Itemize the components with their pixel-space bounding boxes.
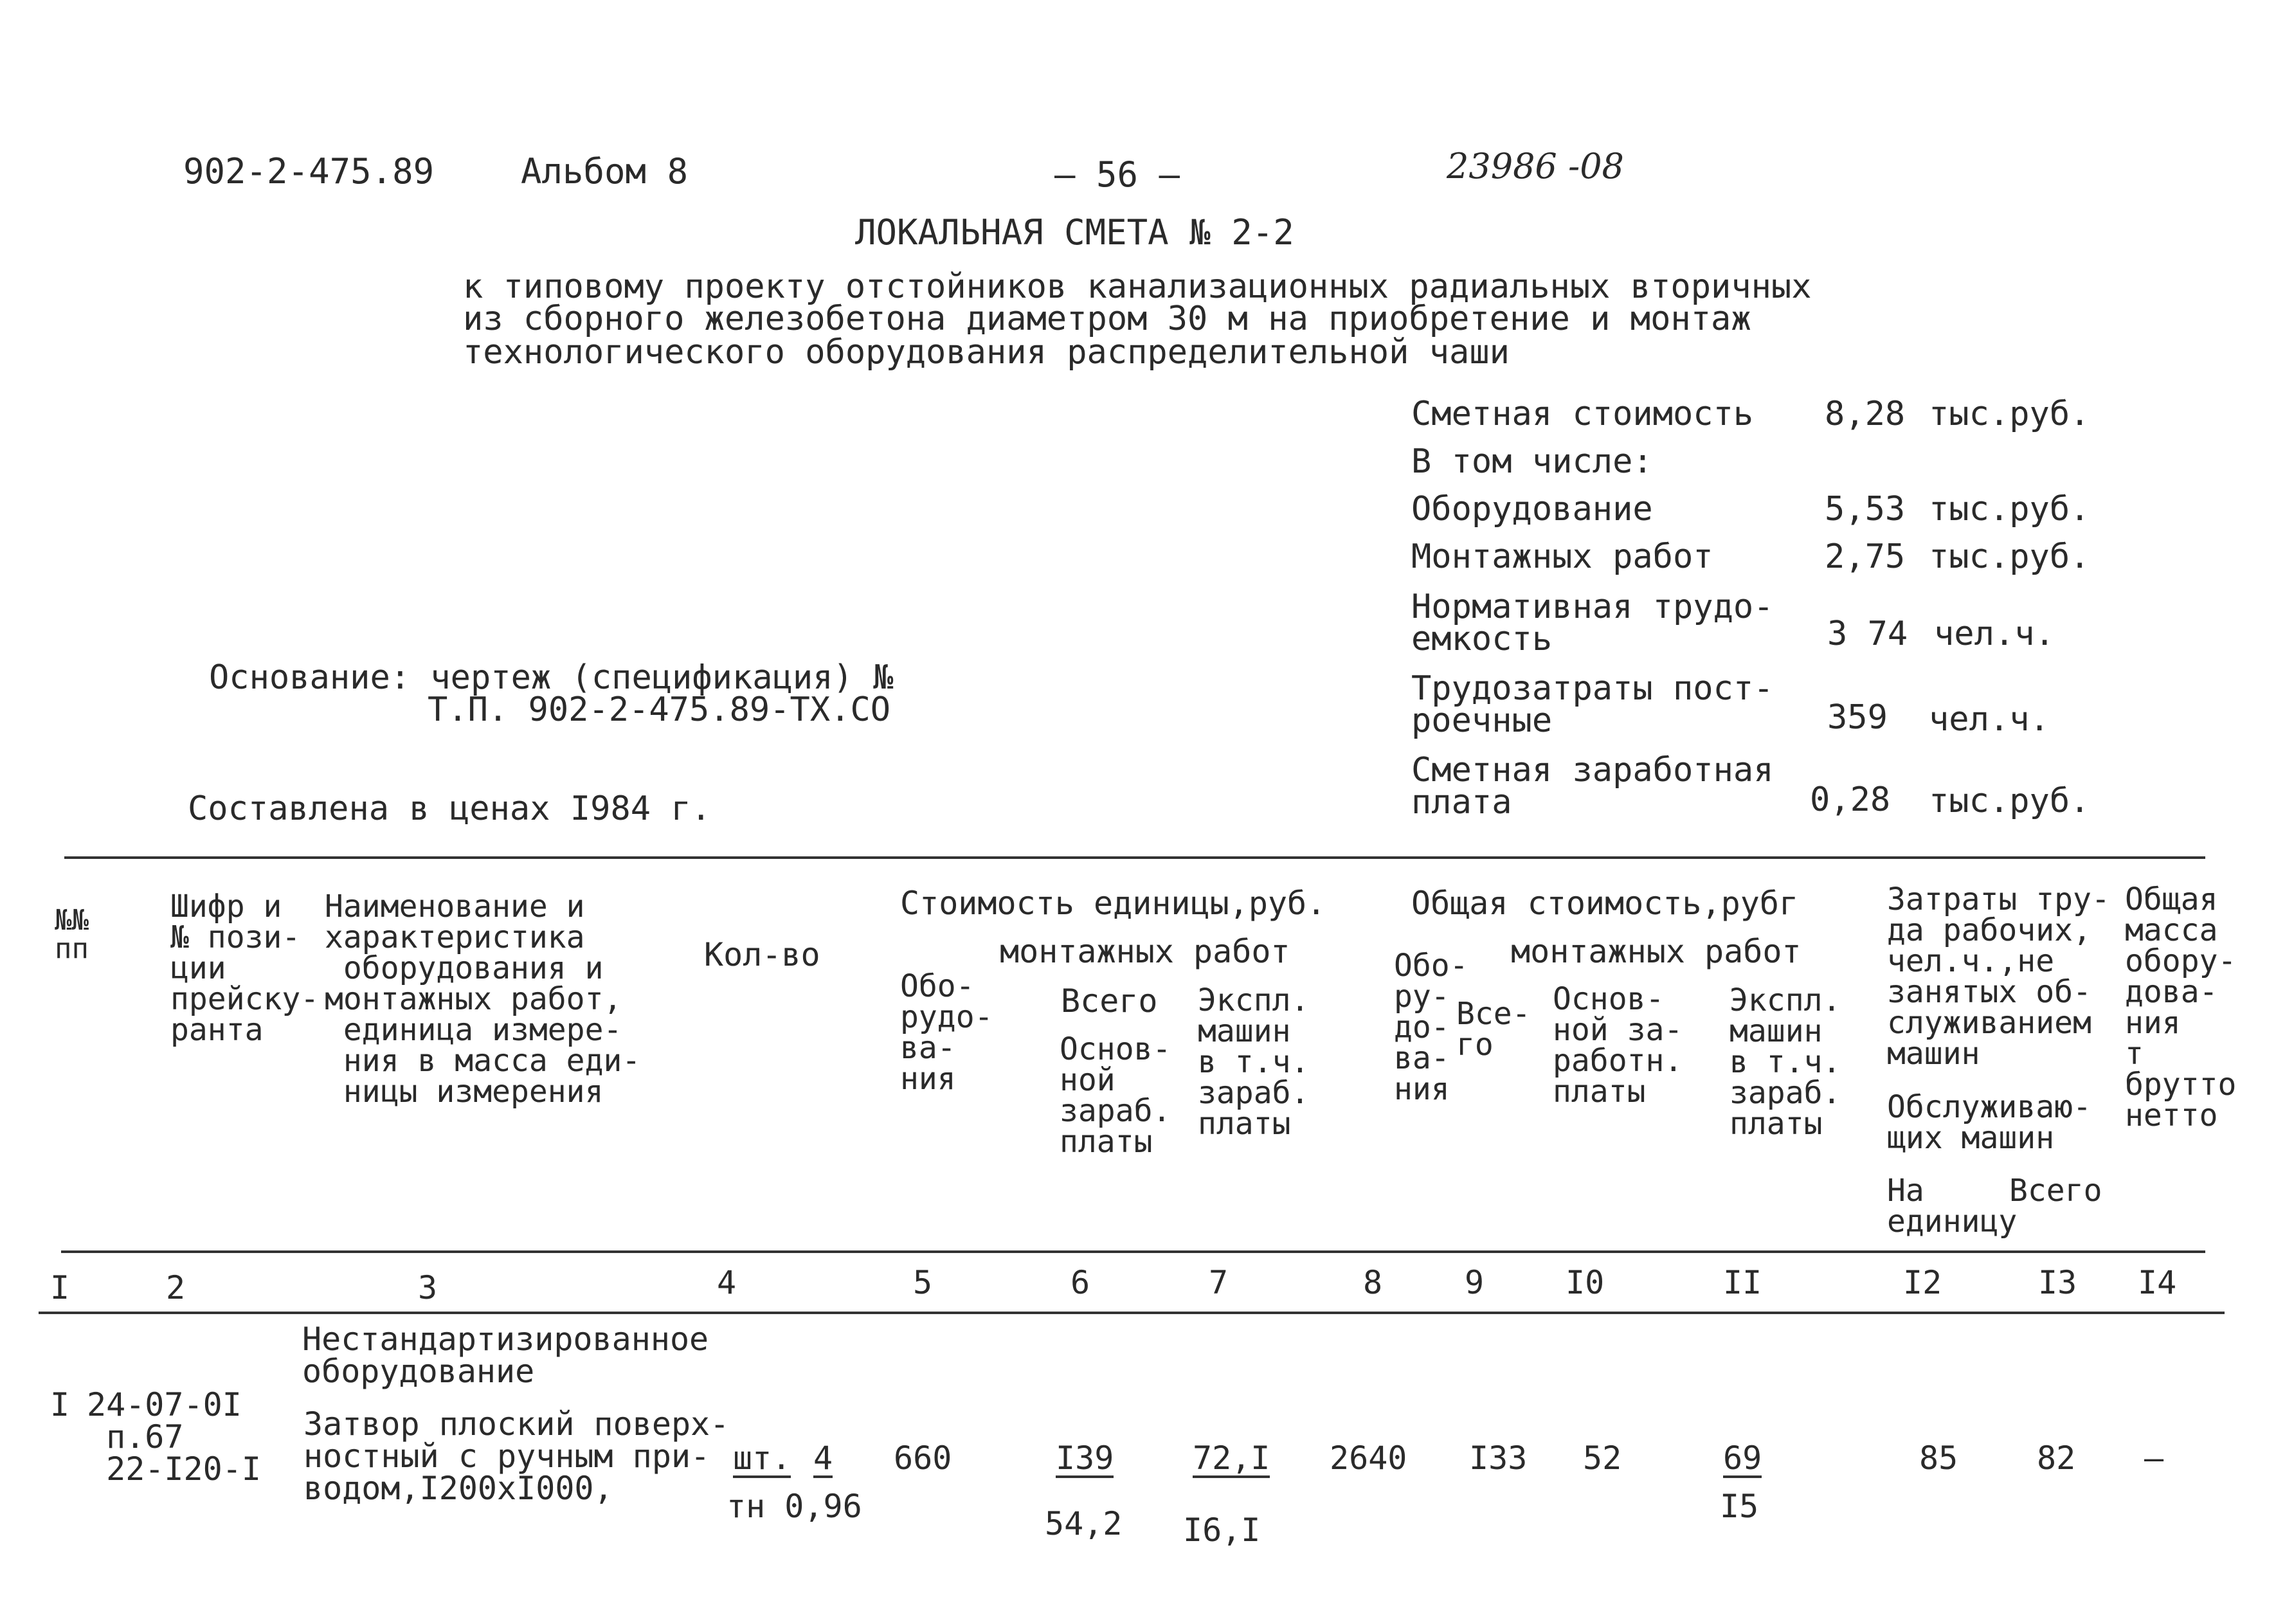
summary-wage-label-1: Сметная заработная [1411,751,1774,789]
header-bottom-rule [61,1250,2205,1253]
summary-equipment-value: 5,53 [1825,490,1906,528]
row-col-9: I33 [1469,1439,1528,1477]
row-col-10: 52 [1583,1439,1622,1477]
subtitle-line-3: технологического оборудования распределительной чаши [463,333,1510,372]
handwritten-reference: 23986 -08 [1447,146,1624,186]
colnum-8: 8 [1363,1264,1383,1301]
summary-labor-build-label-1: Трудозатраты пост- [1411,669,1774,708]
colnum-11: II [1723,1264,1762,1301]
header-col-10: Основ- ной за- работн. платы [1553,981,1683,1110]
row-col-5: 660 [894,1439,952,1477]
header-col-11: Экспл. машин в т.ч. зараб. платы [1730,982,1841,1142]
row-col-8: 2640 [1330,1439,1407,1477]
page-number: — 56 — [1054,154,1180,195]
header-unit-cost: Стоимость единицы,руб. [900,885,1326,922]
summary-wage-value: 0,28 [1810,780,1891,819]
header-col-14: Общая масса обору- дова- ния т брутто нетто [2125,881,2237,1133]
subtitle-line-2: из сборного железобетона диаметром 30 м на приобретение и монтаж [463,300,1751,338]
colnum-4: 4 [717,1264,737,1301]
colnum-3: 3 [418,1269,438,1306]
colnum-12: I2 [1903,1264,1942,1301]
estimate-title: ЛОКАЛЬНАЯ СМЕТА № 2-2 [855,212,1294,253]
row-mass: тн 0,96 [727,1488,862,1525]
summary-cost-unit: тыс.руб. [1929,395,2090,433]
summary-including-label: В том числе: [1411,442,1653,481]
header-total-installation: монтажных работ [1511,933,1802,970]
basis-label: Основание: чертеж (спецификация) № [209,658,894,697]
summary-labor-norm-label-2: емкость [1411,620,1553,658]
row-number: I [50,1386,70,1423]
row-col-14: – [2144,1439,2164,1477]
section-heading: Нестандартизированное оборудование [302,1321,709,1390]
summary-wage-label-2: плата [1411,783,1512,822]
header-col-6: Всего [1061,982,1158,1020]
summary-labor-norm-value: 3 74 [1827,615,1908,653]
summary-labor-build-value: 359 [1827,698,1888,737]
row-col-11: 69 [1723,1439,1762,1477]
header-col-9: Все- го [1456,996,1531,1063]
row-price-code: 24-07-0I п.67 22-I20-I [87,1386,261,1488]
header-total-cost: Общая стоимость,рубг [1411,885,1799,922]
album-label: Альбом 8 [521,151,689,192]
summary-labor-norm-unit: чел.ч. [1934,615,2055,653]
row-unit: шт. [733,1439,791,1477]
colnum-14: I4 [2138,1264,2177,1301]
summary-installation-unit: тыс.руб. [1929,537,2090,576]
header-col-5: Обо- рудо- ва- ния [900,968,993,1097]
header-col-1: №№ пп [55,904,89,965]
summary-cost-label: Сметная стоимость [1411,395,1754,433]
row-col-6: I39 [1056,1439,1114,1477]
colnum-7: 7 [1209,1264,1229,1301]
colnum-9: 9 [1465,1264,1485,1301]
summary-labor-build-unit: чел.ч. [1929,700,2050,739]
colnum-5: 5 [913,1264,933,1301]
header-col-8: Обо- ру- до- ва- ния [1394,948,1468,1107]
header-unit-installation: монтажных работ [1000,933,1290,970]
row-item-name: Затвор плоский поверх- ностный с ручным при- водом,I200хI000, [303,1405,730,1507]
summary-installation-value: 2,75 [1825,537,1906,576]
table-top-rule [64,856,2205,859]
header-col-3: Наименование и характеристика оборудования и монтажных работ, единица измере- ния в масса еди- ницы измерения [325,889,641,1110]
row-quantity: 4 [813,1439,833,1477]
colnum-6: 6 [1070,1264,1090,1301]
summary-labor-norm-label-1: Нормативная трудо- [1411,588,1774,626]
column-numbers-rule [39,1312,2225,1314]
header-labor-costs: Затраты тру- да рабочих, чел.ч.,не занятых об- служиванием машин [1887,881,2110,1072]
summary-equipment-unit: тыс.руб. [1929,490,2090,528]
header-col-7: Экспл. машин в т.ч. зараб. платы [1198,982,1310,1142]
header-machine-operators: Обслуживаю- щих машин [1887,1089,2091,1156]
summary-cost-value: 8,28 [1825,395,1906,433]
summary-wage-unit: тыс.руб. [1929,782,2090,820]
summary-equipment-label: Оборудование [1411,490,1653,528]
colnum-13: I3 [2038,1264,2077,1301]
row-col-7-wages: I6,I [1183,1511,1261,1549]
row-col-11-wages: I5 [1720,1488,1759,1525]
header-col-12: На единицу [1887,1173,2018,1240]
document-code: 902-2-475.89 [183,151,435,192]
header-col-4: Кол-во [704,936,820,973]
row-col-7: 72,I [1193,1439,1270,1477]
basis-reference: Т.П. 902-2-475.89-ТХ.СО [428,690,891,729]
row-col-13: 82 [2037,1439,2076,1477]
row-col-12: 85 [1919,1439,1958,1477]
header-col-2: Шифр и № пози- ции прейску- ранта [170,889,320,1048]
prices-basis: Составлена в ценах I984 г. [188,789,711,828]
row-col-6-wages: 54,2 [1045,1505,1123,1542]
subtitle-line-1: к типовому проекту отстойников канализационных радиальных вторичных [463,267,1812,306]
colnum-2: 2 [166,1269,186,1306]
colnum-10: I0 [1566,1264,1605,1301]
header-col-13: Всего [2009,1173,2102,1209]
summary-labor-build-label-2: роечные [1411,701,1553,740]
summary-installation-label: Монтажных работ [1411,537,1713,576]
colnum-1: I [50,1269,70,1306]
header-col-6-wages: Основ- ной зараб. платы [1060,1031,1171,1160]
